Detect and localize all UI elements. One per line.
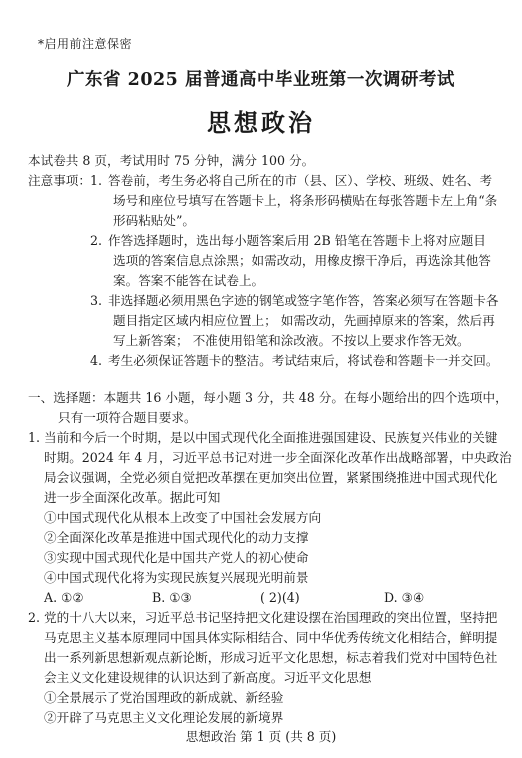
- option-d: D. ③④: [384, 590, 425, 605]
- note-item-3: [28, 291, 504, 311]
- note-item-2: [28, 231, 504, 251]
- question-1-stem: 时期。2024 年 4 月，习近平总书记对进一步全面深化改革作出战略部署，中央政治: [44, 450, 512, 465]
- note-text: 非选择题必须用黑色字迹的钢笔或签字笔作答，答案必须写在答题卡各: [108, 293, 499, 308]
- note-text: 形码粘贴处”。: [113, 213, 196, 228]
- note-item-4: [28, 351, 504, 371]
- option-a: A. ①②: [44, 590, 84, 605]
- question-2-stem: 会主义文化建设规律的认识达到了新高度。习近平文化思想: [44, 670, 372, 685]
- question-2-stem: 马克思主义基本原理同中国具体实际相结合、同中华优秀传统文化相结合，鲜明提: [44, 630, 498, 645]
- question-2-stem: 2. 党的十八大以来，习近平总书记坚持把文化建设摆在治国理政的突出位置，坚持把: [28, 610, 498, 625]
- question-2-statement: ②开辟了马克思主义文化理论发展的新境界: [44, 710, 284, 725]
- note-number: 3.: [90, 293, 103, 308]
- question-1-options: [28, 588, 504, 608]
- exam-info: 本试卷共 8 页，考试用时 75 分钟，满分 100 分。: [28, 153, 315, 168]
- note-item-1: [28, 171, 504, 191]
- page-footer: 思想政治 第 1 页 (共 8 页): [185, 729, 337, 744]
- option-b: B. ①③: [152, 590, 192, 605]
- note-number: 1.: [90, 173, 103, 188]
- question-1-statement: ③实现中国式现代化是中国共产党人的初心使命: [44, 550, 309, 565]
- question-1-statement: ④中国式现代化将为实现民族复兴展现光明前景: [44, 570, 309, 585]
- subject-title: 思想政治: [207, 108, 315, 137]
- exam-title: 广东省 2025 届普通高中毕业班第一次调研考试: [67, 70, 455, 90]
- note-number: 2.: [90, 233, 103, 248]
- exam-body: [28, 151, 512, 728]
- note-text: 答卷前，考生务必将自己所在的市（县、区）、学校、班级、姓名、考: [108, 173, 493, 188]
- question-1-statement: ②全面深化改革是推进中国式现代化的动力支撑: [44, 530, 309, 545]
- question-2-stem: 出一系列新思想新观点新论断，形成习近平文化思想，标志着我们党对中国特色社: [44, 650, 498, 665]
- option-c: ( 2)(4): [260, 590, 300, 605]
- secret-notice: *启用前注意保密: [38, 37, 133, 51]
- note-text: 题目指定区域内相应位置上； 如需改动，先画掉原来的答案，然后再: [113, 313, 495, 328]
- note-text: 案。答案不能答在试卷上。: [113, 273, 265, 288]
- note-text: 作答选择题时，选出每小题答案后用 2B 铅笔在答题卡上将对应题目: [108, 233, 486, 248]
- question-1-stem: 1. 当前和今后一个时期，是以中国式现代化全面推进强国建设、民族复兴伟业的关键: [28, 430, 498, 445]
- question-2-statement: ①全景展示了党治国理政的新成就、新经验: [44, 690, 284, 705]
- question-1-stem: 局会议强调，全党必须自觉把改革摆在更加突出位置，紧紧围绕推进中国式现代化: [44, 470, 498, 485]
- note-text: 选项的答案信息点涂黑；如需改动，用橡皮擦干净后，再选涂其他答: [113, 253, 491, 268]
- note-text: 场号和座位号填写在答题卡上，将条形码横贴在每张答题卡左上角“条: [113, 193, 498, 208]
- note-text: 考生必须保证答题卡的整洁。考试结束后，将试卷和答题卡一并交回。: [108, 353, 499, 368]
- note-text: 写上新答案； 不准使用铅笔和涂改液。不按以上要求作答无效。: [113, 333, 470, 348]
- question-1-stem: 进一步全面深化改革。据此可知: [44, 490, 221, 505]
- notes-label: 注意事项：: [28, 173, 91, 188]
- note-number: 4.: [90, 353, 103, 368]
- section-heading-cont: 只有一项符合题目要求。: [58, 410, 197, 425]
- section-heading: 一、选择题：本题共 16 小题，每小题 3 分，共 48 分。在每小题给出的四个选项中，: [28, 390, 508, 405]
- question-1-statement: ①中国式现代化从根本上改变了中国社会发展方向: [44, 510, 322, 525]
